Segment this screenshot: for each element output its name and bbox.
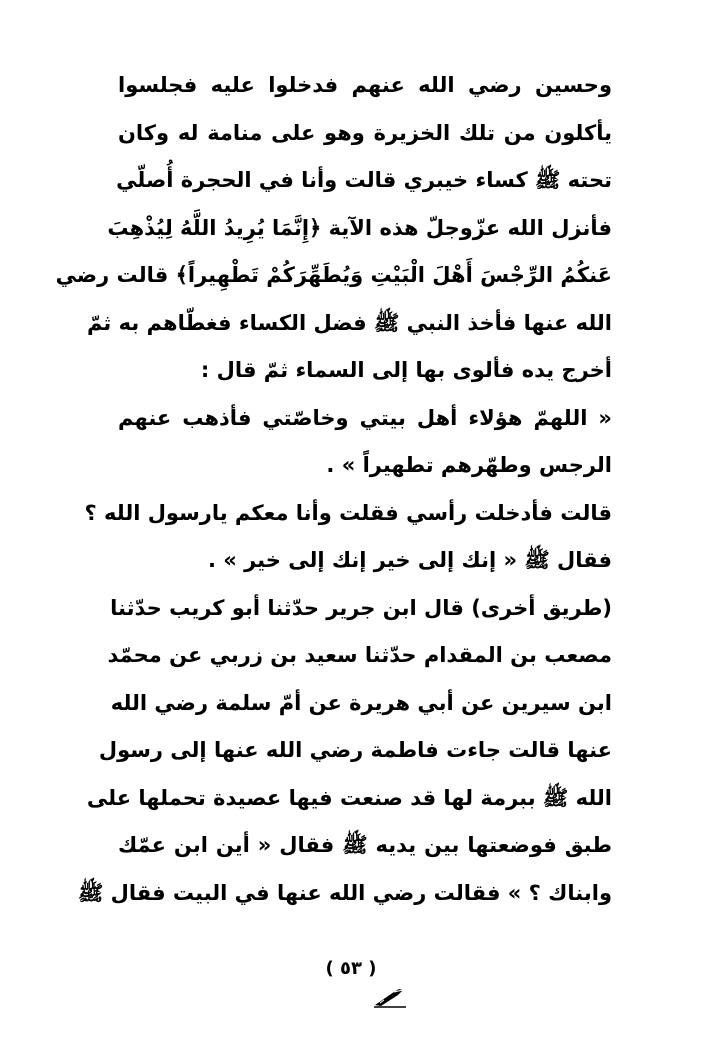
page-body-text [55, 62, 612, 917]
text-line: طبق فوضعتها بين يديه ﷺ فقال « أين ابن عمّك [118, 833, 612, 857]
text-line: مصعب بن المقدام حدّثنا سعيد بن زربي عن محمّد [107, 643, 612, 667]
text-line: قالت فأدخلت رأسي فقلت وأنا معكم يارسول الله ؟ [84, 500, 612, 525]
text-line: الرجس وطهّرهم تطهيراً » . [326, 453, 612, 477]
text-line: ابن سيرين عن أبي هريرة عن أمّ سلمة رضي الله [110, 690, 612, 715]
text-line: (طريق أخرى) قال ابن جرير حدّثنا أبو كريب حدّثنا [110, 595, 612, 620]
text-line: فقال ﷺ « إنك إلى خير إنك إلى خير » . [207, 548, 612, 572]
text-line: عَنكُمُ الرِّجْسَ أَهْلَ الْبَيْتِ وَيُطَهِّرَكُمْ تَطْهِيراً﴾ قالت رضي [55, 263, 612, 287]
text-line: أخرج يده فألوى بها إلى السماء ثمّ قال : [200, 358, 612, 382]
text-line: الله ﷺ ببرمة لها قد صنعت فيها عصيدة تحملها على [86, 785, 612, 810]
text-line: وحسين رضي الله عنهم فدخلوا عليه فجلسوا [118, 73, 612, 97]
text-line: تحته ﷺ كساء خيبري قالت وأنا في الحجرة أُصلّي [116, 168, 612, 192]
text-line: فأنزل الله عزّوجلّ هذه الآية ﴿إِنَّمَا يُرِيدُ اللَّهُ لِيُذْهِبَ [107, 215, 612, 240]
text-line: وابناك ؟ » فقالت رضي الله عنها في البيت فقال ﷺ [77, 880, 612, 905]
text-line: عنها قالت جاءت فاطمة رضي الله عنها إلى رسول [98, 738, 612, 762]
page-footer [0, 958, 702, 979]
page-number: ( ٥٣ ) [325, 958, 377, 979]
text-line: الله عنها فأخذ النبي ﷺ فضل الكساء فغطّاهم به ثمّ [86, 310, 612, 335]
text-line: « اللهمّ هؤلاء أهل بيتي وخاصّتي فأذهب عنهم [118, 405, 612, 430]
text-line: يأكلون من تلك الخزيرة وهو على منامة له وكان [118, 120, 612, 145]
quill-pen-icon [372, 986, 408, 1008]
